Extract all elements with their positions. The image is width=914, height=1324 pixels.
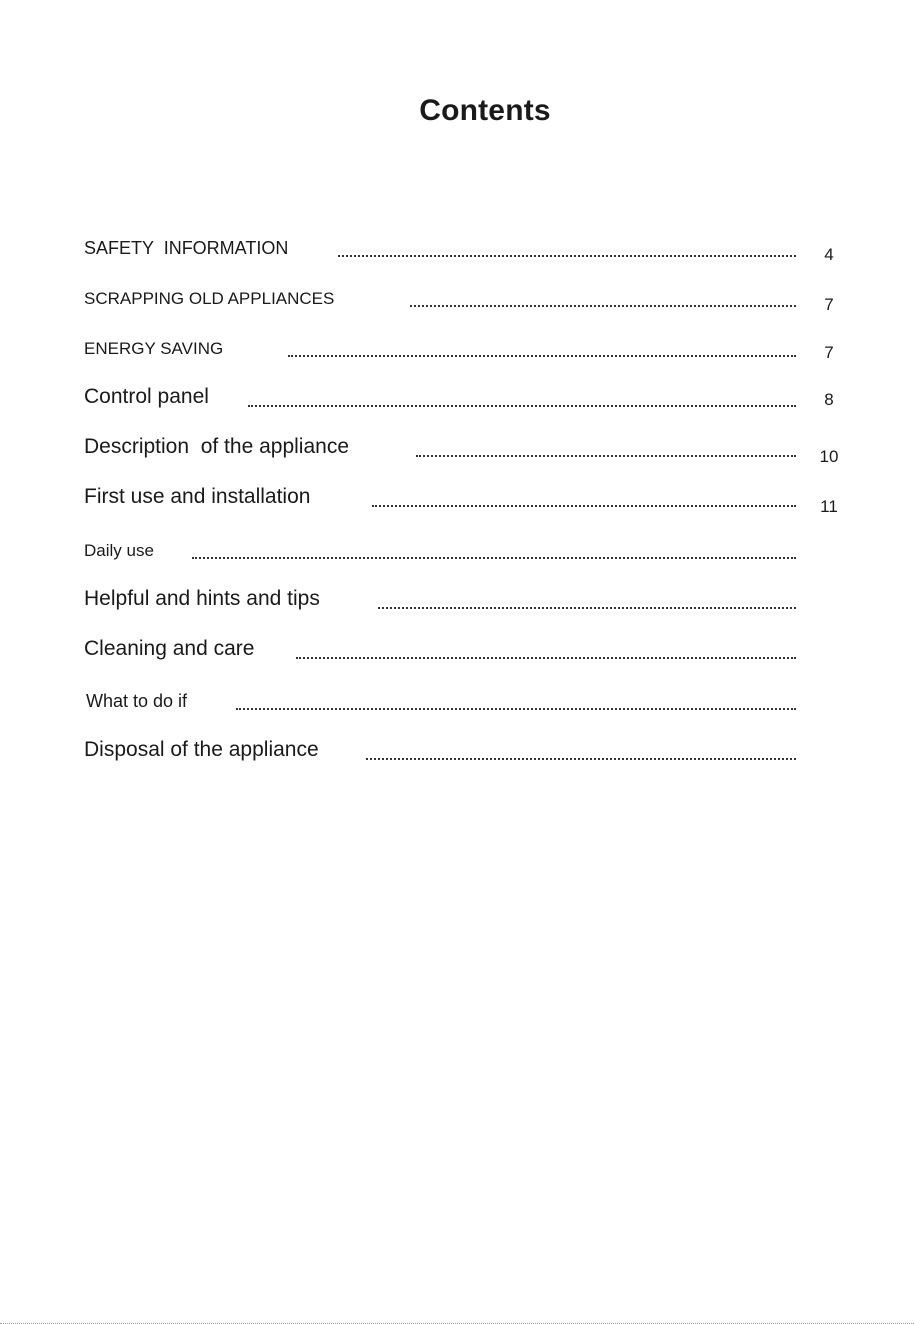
toc-leader-dots [248, 405, 796, 407]
toc-page-number: 8 [824, 390, 834, 409]
toc-entry-label: SCRAPPING OLD APPLIANCES [84, 289, 335, 308]
toc-page-number: 11 [820, 497, 838, 516]
toc-leader-dots [338, 255, 796, 257]
toc-entry-safety-information[interactable] [84, 231, 844, 264]
toc-leader-dots [366, 758, 796, 760]
toc-leader-dots [288, 355, 796, 357]
toc-entry-energy-saving[interactable] [84, 331, 844, 361]
toc-entry-cleaning-and-care[interactable] [84, 633, 844, 663]
toc-entry-what-to-do-if[interactable] [84, 684, 844, 714]
toc-page-number: 7 [824, 343, 834, 362]
toc-entry-description-of-the-appliance[interactable] [84, 431, 844, 466]
toc-entry-scrapping-old-appliances[interactable] [84, 281, 844, 314]
toc-entry-control-panel[interactable] [84, 381, 844, 411]
toc-leader-dots [378, 607, 796, 609]
toc-leader-dots [410, 305, 796, 307]
toc-entry-label: Control panel [84, 385, 209, 408]
toc-page-number: 10 [819, 447, 839, 466]
toc-entry-label: Helpful and hints and tips [84, 587, 320, 610]
toc-leader-dots [372, 505, 796, 507]
toc-page-number: 7 [824, 295, 834, 314]
toc-entry-first-use-and-installation[interactable] [84, 481, 844, 516]
toc-leader-dots [416, 455, 796, 457]
toc-entry-helpful-hints-and-tips[interactable] [84, 583, 844, 613]
toc-entry-label: Cleaning and care [84, 637, 255, 660]
toc-entry-label: First use and installation [84, 485, 311, 508]
toc-entry-label: What to do if [86, 691, 188, 711]
toc-entry-label: SAFETY INFORMATION [84, 238, 289, 258]
toc-page-number: 4 [824, 245, 834, 264]
toc-entry-label: Description of the appliance [84, 435, 349, 458]
toc-entry-disposal-of-the-appliance[interactable] [84, 734, 844, 764]
toc-entry-daily-use[interactable] [84, 533, 844, 563]
toc-entry-label: Daily use [84, 541, 154, 560]
toc-leader-dots [236, 708, 796, 710]
toc-entry-label: Disposal of the appliance [84, 738, 319, 761]
page-title: Contents [419, 94, 551, 127]
toc-leader-dots [296, 657, 796, 659]
toc-entry-label: ENERGY SAVING [84, 339, 224, 358]
toc-leader-dots [192, 557, 796, 559]
